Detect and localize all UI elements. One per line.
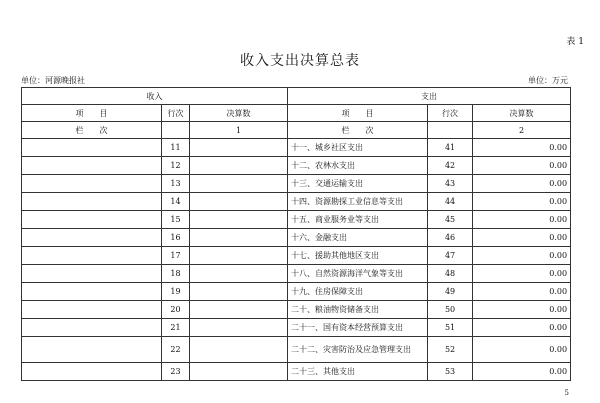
expense-item: 十四、资源勘探工业信息等支出 xyxy=(288,193,428,211)
income-amount xyxy=(190,211,288,229)
table-row xyxy=(22,265,571,283)
income-row-no: 12 xyxy=(162,157,190,175)
income-amount xyxy=(190,363,288,381)
income-column-label: 栏 次 xyxy=(22,122,162,139)
income-amount xyxy=(190,247,288,265)
table-row xyxy=(22,211,571,229)
expense-amount: 0.00 xyxy=(473,247,571,265)
income-item xyxy=(22,193,162,211)
income-item xyxy=(22,337,162,363)
table-row xyxy=(22,175,571,193)
income-amount xyxy=(190,229,288,247)
expense-amount: 0.00 xyxy=(473,157,571,175)
expense-amount: 0.00 xyxy=(473,337,571,363)
expense-amount: 0.00 xyxy=(473,301,571,319)
table-row xyxy=(22,229,571,247)
income-amount xyxy=(190,283,288,301)
income-item xyxy=(22,157,162,175)
expense-item: 二十三、其他支出 xyxy=(288,363,428,381)
expense-row-no: 52 xyxy=(428,337,473,363)
table-row xyxy=(22,247,571,265)
income-row-no: 15 xyxy=(162,211,190,229)
expense-header: 支出 xyxy=(288,88,571,105)
income-row-no: 11 xyxy=(162,139,190,157)
expense-amount: 0.00 xyxy=(473,265,571,283)
income-column-rowno xyxy=(162,122,190,139)
income-amount xyxy=(190,139,288,157)
expense-item: 十五、商业服务业等支出 xyxy=(288,211,428,229)
expense-row-no: 45 xyxy=(428,211,473,229)
expense-item: 十一、城乡社区支出 xyxy=(288,139,428,157)
expense-amount: 0.00 xyxy=(473,175,571,193)
unit-organization: 单位：河源晚报社 xyxy=(21,76,85,85)
table-row xyxy=(22,363,571,381)
income-row-no: 18 xyxy=(162,265,190,283)
expense-amount: 0.00 xyxy=(473,139,571,157)
expense-item: 十六、金融支出 xyxy=(288,229,428,247)
income-item xyxy=(22,301,162,319)
income-item xyxy=(22,283,162,301)
expense-row-no: 44 xyxy=(428,193,473,211)
income-amount xyxy=(190,265,288,283)
income-row-no-header: 行次 xyxy=(162,105,190,122)
income-item xyxy=(22,175,162,193)
income-row-no: 22 xyxy=(162,337,190,363)
income-amount xyxy=(190,319,288,337)
expense-row-no: 48 xyxy=(428,265,473,283)
income-item-header: 项 目 xyxy=(22,105,162,122)
expense-row-no: 41 xyxy=(428,139,473,157)
table-row xyxy=(22,319,571,337)
expense-amount: 0.00 xyxy=(473,211,571,229)
expense-amount-header: 决算数 xyxy=(473,105,571,122)
expense-item: 十三、交通运输支出 xyxy=(288,175,428,193)
expense-row-no: 42 xyxy=(428,157,473,175)
column-number-2: 2 xyxy=(473,122,571,139)
income-row-no: 19 xyxy=(162,283,190,301)
expense-amount: 0.00 xyxy=(473,319,571,337)
income-item xyxy=(22,265,162,283)
expense-item: 二十一、国有资本经营预算支出 xyxy=(288,319,428,337)
expense-item: 十九、住房保障支出 xyxy=(288,283,428,301)
expense-item: 二十二、灾害防治及应急管理支出 xyxy=(288,337,428,363)
table-row xyxy=(22,283,571,301)
expense-item: 十八、自然资源海洋气象等支出 xyxy=(288,265,428,283)
income-item xyxy=(22,319,162,337)
income-amount xyxy=(190,175,288,193)
expense-item: 十二、农林水支出 xyxy=(288,157,428,175)
expense-row-no: 47 xyxy=(428,247,473,265)
expense-amount: 0.00 xyxy=(473,363,571,381)
income-item xyxy=(22,229,162,247)
income-amount xyxy=(190,301,288,319)
expense-item: 二十、粮油物资储备支出 xyxy=(288,301,428,319)
income-item xyxy=(22,363,162,381)
page-title: 收入支出决算总表 xyxy=(240,53,360,69)
income-amount-header: 决算数 xyxy=(190,105,288,122)
page-number: 5 xyxy=(564,389,569,397)
expense-row-no: 46 xyxy=(428,229,473,247)
expense-row-no: 51 xyxy=(428,319,473,337)
expense-amount: 0.00 xyxy=(473,229,571,247)
table-row xyxy=(22,301,571,319)
income-amount xyxy=(190,157,288,175)
expense-row-no: 43 xyxy=(428,175,473,193)
income-row-no: 16 xyxy=(162,229,190,247)
income-row-no: 23 xyxy=(162,363,190,381)
table-row xyxy=(22,193,571,211)
income-row-no: 21 xyxy=(162,319,190,337)
income-amount xyxy=(190,337,288,363)
expense-column-label: 栏 次 xyxy=(288,122,428,139)
column-number-1: 1 xyxy=(190,122,288,139)
income-row-no: 20 xyxy=(162,301,190,319)
expense-row-no-header: 行次 xyxy=(428,105,473,122)
expense-row-no: 50 xyxy=(428,301,473,319)
income-amount xyxy=(190,193,288,211)
table-row xyxy=(22,139,571,157)
expense-amount: 0.00 xyxy=(473,193,571,211)
income-item xyxy=(22,247,162,265)
income-row-no: 13 xyxy=(162,175,190,193)
table-row xyxy=(22,157,571,175)
table-row xyxy=(22,337,571,363)
income-header: 收入 xyxy=(22,88,288,105)
expense-column-rowno xyxy=(428,122,473,139)
budget-table xyxy=(21,87,571,381)
income-item xyxy=(22,211,162,229)
expense-amount: 0.00 xyxy=(473,283,571,301)
unit-currency: 单位：万元 xyxy=(528,76,568,85)
expense-item-header: 项 目 xyxy=(288,105,428,122)
table-number: 表 1 xyxy=(566,37,584,47)
income-row-no: 14 xyxy=(162,193,190,211)
income-row-no: 17 xyxy=(162,247,190,265)
expense-item: 十七、援助其他地区支出 xyxy=(288,247,428,265)
expense-row-no: 53 xyxy=(428,363,473,381)
income-item xyxy=(22,139,162,157)
expense-row-no: 49 xyxy=(428,283,473,301)
